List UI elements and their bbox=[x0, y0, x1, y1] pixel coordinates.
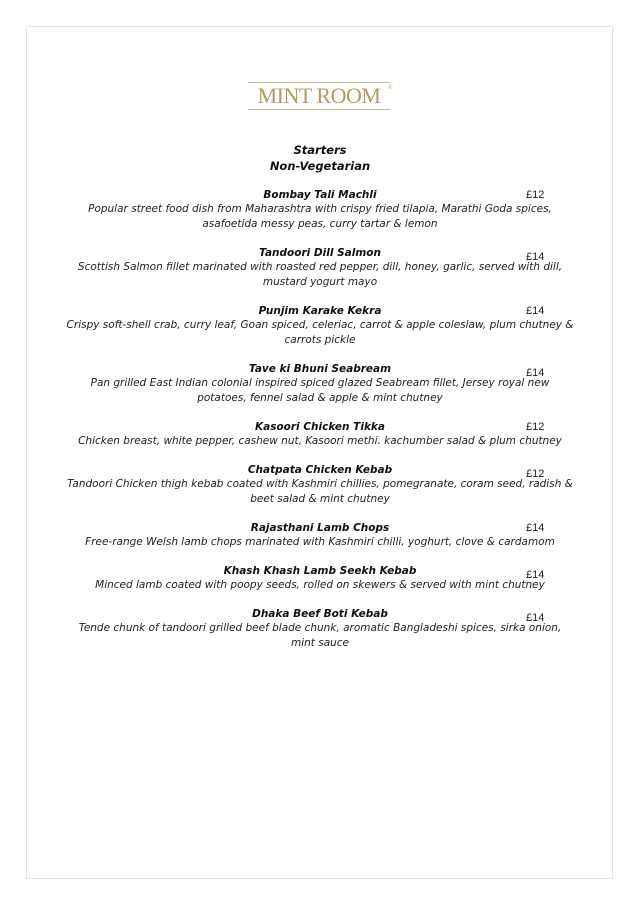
item-name: Tandoori Dill Salmon bbox=[259, 247, 381, 259]
item-description: Tende chunk of tandoori grilled beef blade chunk, aromatic Bangladeshi spices, sirka onion, mint sauce bbox=[78, 622, 562, 649]
section-title: Starters bbox=[293, 143, 347, 157]
item-price: £14 bbox=[526, 612, 545, 624]
item-description: Free-range Welsh lamb chops marinated with Kashmiri chilli, yoghurt, clove & cardamom bbox=[85, 536, 555, 548]
item-description: Pan grilled East Indian colonial inspired spiced glazed Seabream fillet, Jersey royal new potatoes, fennel salad & apple & mint chutney bbox=[90, 377, 550, 404]
item-description: Tandoori Chicken thigh kebab coated with Kashmiri chillies, pomegranate, coram seed, radish & beet salad & mint chutney bbox=[67, 478, 573, 505]
item-description: Minced lamb coated with poopy seeds, rolled on skewers & served with mint chutney bbox=[95, 579, 545, 591]
registered-mark-icon: ® bbox=[388, 85, 393, 91]
item-description: Scottish Salmon fillet marinated with roasted red pepper, dill, honey, garlic, served with dill, mustard yogurt mayo bbox=[77, 261, 563, 288]
item-price: £12 bbox=[526, 189, 545, 201]
subsection-title: Non-Vegetarian bbox=[269, 159, 371, 173]
item-description: Popular street food dish from Maharashtra with crispy fried tilapia, Marathi Goda spices, asafoetida messy peas, curry tartar & lemon bbox=[88, 203, 552, 230]
item-price: £12 bbox=[526, 421, 545, 433]
item-description: Chicken breast, white pepper, cashew nut, Kasoori methi. kachumber salad & plum chutney bbox=[78, 435, 562, 447]
mint-room-logo bbox=[248, 82, 392, 110]
item-price: £12 bbox=[526, 468, 545, 480]
item-name: Chatpata Chicken Kebab bbox=[247, 464, 393, 476]
item-name: Rajasthani Lamb Chops bbox=[250, 522, 390, 534]
item-name: Punjim Karake Kekra bbox=[258, 305, 382, 317]
item-name: Kasoori Chicken Tikka bbox=[254, 421, 385, 433]
item-name: Dhaka Beef Boti Kebab bbox=[252, 608, 388, 620]
logo-wordmark: MINT ROOM bbox=[257, 83, 381, 108]
item-price: £14 bbox=[526, 569, 545, 581]
item-price: £14 bbox=[526, 251, 545, 263]
item-name: Bombay Tali Machli bbox=[263, 189, 377, 201]
item-price: £14 bbox=[526, 522, 545, 534]
item-price: £14 bbox=[526, 305, 545, 317]
item-price: £14 bbox=[526, 367, 545, 379]
item-name: Khash Khash Lamb Seekh Kebab bbox=[223, 565, 417, 577]
item-description: Crispy soft-shell crab, curry leaf, Goan spiced, celeriac, carrot & apple coleslaw, plum chutney & carrots pickle bbox=[66, 319, 574, 346]
item-name: Tave ki Bhuni Seabream bbox=[248, 363, 392, 375]
logo-bottom-rule bbox=[248, 109, 390, 110]
